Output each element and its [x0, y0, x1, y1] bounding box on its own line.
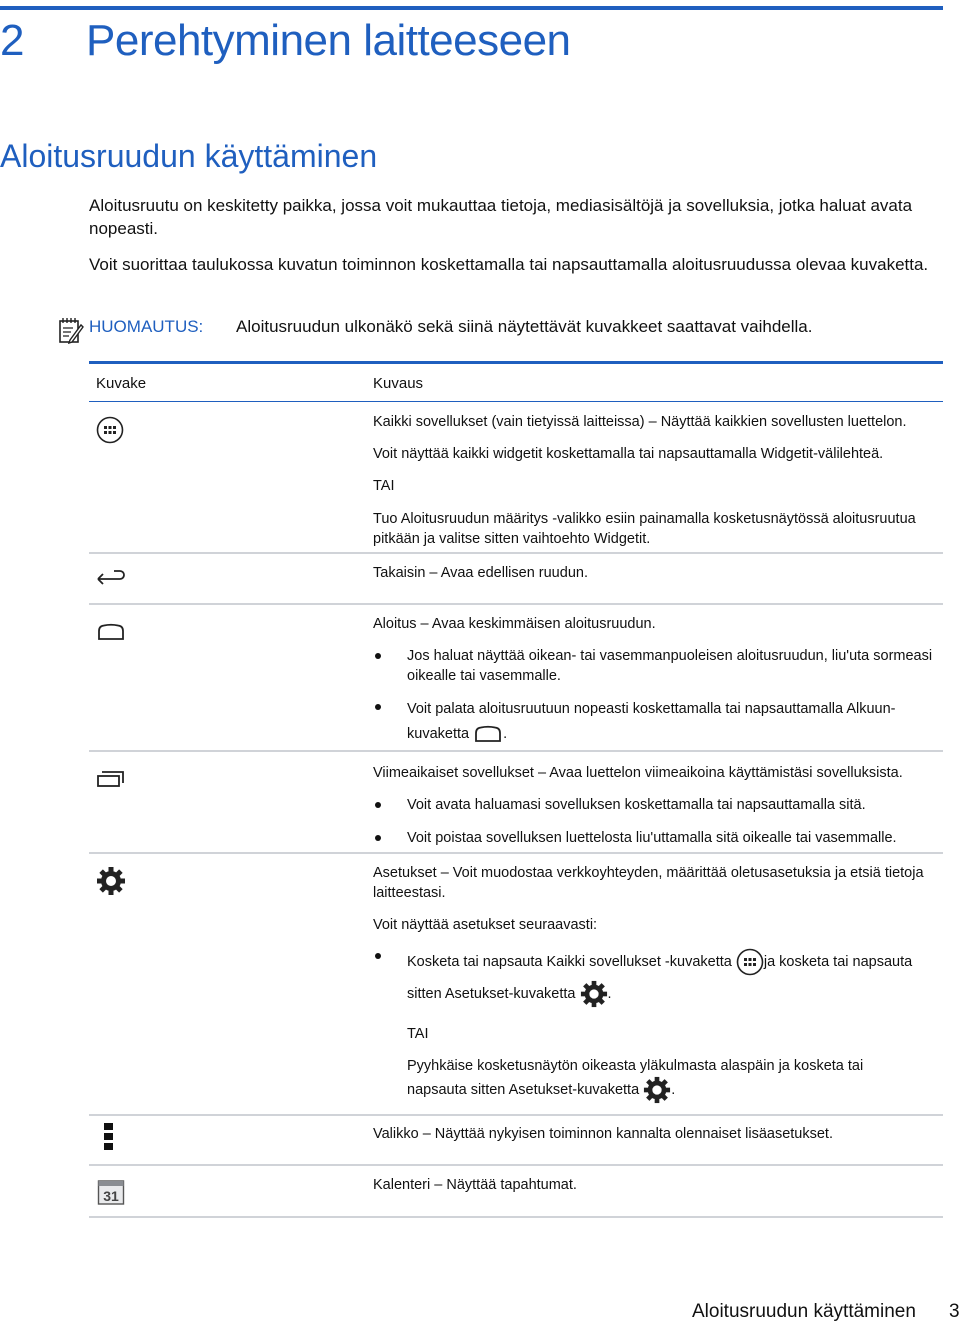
calendar-icon [97, 1178, 125, 1206]
settings-bullet-1 [407, 946, 947, 1010]
intro-paragraph-1: Aloitusruutu on keskitetty paikka, jossa voit mukauttaa tietoja, mediasisältöjä ja sovelluksia, jotka haluat avata nopeasti. [89, 196, 913, 238]
settings-bullet-text-d: ja kosketa tai napsauta [763, 954, 913, 970]
calendar-description [373, 1175, 943, 1195]
chapter-title: Perehtyminen laitteeseen [86, 16, 571, 65]
calendar-name: Kalenteri [373, 1177, 431, 1193]
settings-gear-icon [580, 980, 608, 1008]
note-text: Aloitusruudun ulkonäkö sekä siinä näytettävät kuvakkeet saattavat vaihdella. [236, 317, 813, 336]
back-text: – Avaa edellisen ruudun. [425, 565, 588, 581]
recent-apps-text: – Avaa luettelon viimeaikoina käyttämistäsi sovelluksista. [533, 765, 903, 781]
menu-description [373, 1124, 943, 1144]
settings-bullet-text-a: Kosketa tai napsauta [407, 954, 547, 970]
row-divider [89, 1164, 943, 1166]
settings-text: – Voit muodostaa verkkoyhteyden, määrittää oletusasetuksia ja etsiä tietoja laitteestasi. [373, 865, 924, 901]
widgets-text-a: Voit näyttää kaikki widgetit koskettamalla tai napsauttamalla [373, 446, 761, 462]
settings-how-to: Voit näyttää asetukset seuraavasti: [373, 917, 598, 933]
settings-gear-icon [96, 866, 126, 896]
all-apps-icon [96, 416, 124, 444]
home-bullet-2-text: Voit palata aloitusruutuun nopeasti koskettamalla tai napsauttamalla [407, 701, 847, 717]
note-icon [58, 316, 84, 344]
settings-bullet-text-c: -kuvaketta [660, 954, 732, 970]
all-apps-icon [736, 948, 764, 976]
all-apps-text: (vain tietyissä laitteissa) – Näyttää kaikkien sovellusten luettelon. [487, 414, 907, 430]
home-setup-widgets-name: Widgetit [593, 531, 647, 547]
home-setup-paragraph [373, 509, 943, 549]
home-setup-text-a: Tuo [373, 511, 401, 527]
home-setup-text-e: . [646, 531, 651, 547]
chapter-heading [0, 16, 571, 66]
section-title: Aloitusruudun käyttäminen [0, 138, 378, 174]
page-number: 3 [949, 1301, 960, 1322]
settings-bullet-text-e: sitten [407, 986, 445, 1002]
home-icon-name: Alkuun- [846, 701, 896, 717]
widgets-tab-name: Widgetit [760, 446, 814, 462]
settings-gear-icon [643, 1076, 671, 1104]
home-icon [96, 622, 126, 642]
calendar-text: – Näyttää tapahtumat. [430, 1177, 577, 1193]
row-divider [89, 1114, 943, 1116]
home-bullet-2 [407, 697, 943, 747]
row-divider [89, 852, 943, 854]
home-icon [473, 725, 503, 743]
bullet [375, 953, 381, 959]
settings-bullet-text-g: -kuvaketta [508, 986, 576, 1002]
settings-alt-text-b: napsauta sitten [407, 1082, 509, 1098]
settings-bullet-text-h: . [607, 986, 612, 1002]
bullet [375, 835, 381, 841]
chapter-number: 2 [0, 16, 24, 65]
home-bullet-1: Jos haluat näyttää oikean- tai vasemmanpuoleisen aloitusruudun, liu'uta sormeasi oikealle tai vasemmalle. [407, 648, 933, 684]
recent-apps-name: Viimeaikaiset sovellukset [373, 765, 534, 781]
settings-alt-text-d: -kuvaketta [572, 1082, 640, 1098]
row-divider [89, 552, 943, 554]
back-name: Takaisin [373, 565, 426, 581]
back-description [373, 563, 943, 583]
menu-name: Valikko [373, 1126, 419, 1142]
settings-alt-text-e: . [671, 1082, 676, 1098]
home-setup-menu-name: Aloitusruudun määritys [400, 511, 549, 527]
recent-bullet-2: Voit poistaa sovelluksen luettelosta liu'uttamalla sitä oikealle tai vasemmalle. [407, 830, 897, 846]
settings-or: TAI [407, 1026, 429, 1042]
table-top-rule [89, 361, 943, 364]
note-label: HUOMAUTUS: [89, 317, 204, 336]
menu-icon [103, 1122, 115, 1152]
table-header-description: Kuvaus [373, 375, 424, 392]
top-rule [0, 6, 943, 10]
home-description [373, 614, 943, 634]
all-apps-description [373, 412, 943, 432]
recent-apps-icon [96, 770, 126, 788]
recent-bullet-1: Voit avata haluamasi sovelluksen koskettamalla tai napsauttamalla sitä. [407, 797, 866, 813]
settings-name: Asetukset [444, 986, 509, 1002]
home-name: Aloitus [373, 616, 417, 632]
menu-text: – Näyttää nykyisen toiminnon kannalta olennaiset lisäasetukset. [418, 1126, 833, 1142]
table-bottom-rule [89, 1216, 943, 1218]
settings-alt-line-2 [407, 1076, 943, 1104]
bullet [375, 802, 381, 808]
settings-alt-line-1: Pyyhkäise kosketusnäytön oikeasta yläkulmasta alaspäin ja kosketa tai [407, 1058, 864, 1074]
table-header-icon: Kuvake [96, 375, 147, 392]
home-bullet-2-icon-word: kuvaketta [407, 726, 470, 742]
widgets-paragraph [373, 444, 943, 464]
home-text: – Avaa keskimmäisen aloitusruudun. [416, 616, 656, 632]
settings-name: Asetukset [373, 865, 437, 881]
footer-section-title: Aloitusruudun käyttäminen [692, 1301, 916, 1322]
calendar-icon-day: 31 [103, 1188, 119, 1204]
row-divider [89, 750, 943, 752]
settings-name: Asetukset [508, 1082, 573, 1098]
back-icon [96, 568, 126, 588]
all-apps-name: Kaikki sovellukset [546, 954, 661, 970]
widgets-text-c: -välilehteä. [813, 446, 884, 462]
table-header-rule [89, 401, 943, 402]
row-divider [89, 603, 943, 605]
home-setup-text-c: -valikko esiin painamalla kosketusnäytössä aloitusruutua pitkään ja valitse sitten vaihtoehto [373, 511, 916, 547]
settings-description [373, 863, 943, 903]
home-bullet-2-end: . [503, 726, 508, 742]
intro-paragraph-2: Voit suorittaa taulukossa kuvatun toiminnon koskettamalla tai napsauttamalla aloitusruudussa olevaa kuvaketta. [89, 255, 929, 274]
all-apps-name: Kaikki sovellukset [373, 414, 488, 430]
bullet [375, 704, 381, 710]
recent-apps-description [373, 763, 943, 783]
all-apps-or: TAI [373, 478, 395, 494]
bullet [375, 653, 381, 659]
